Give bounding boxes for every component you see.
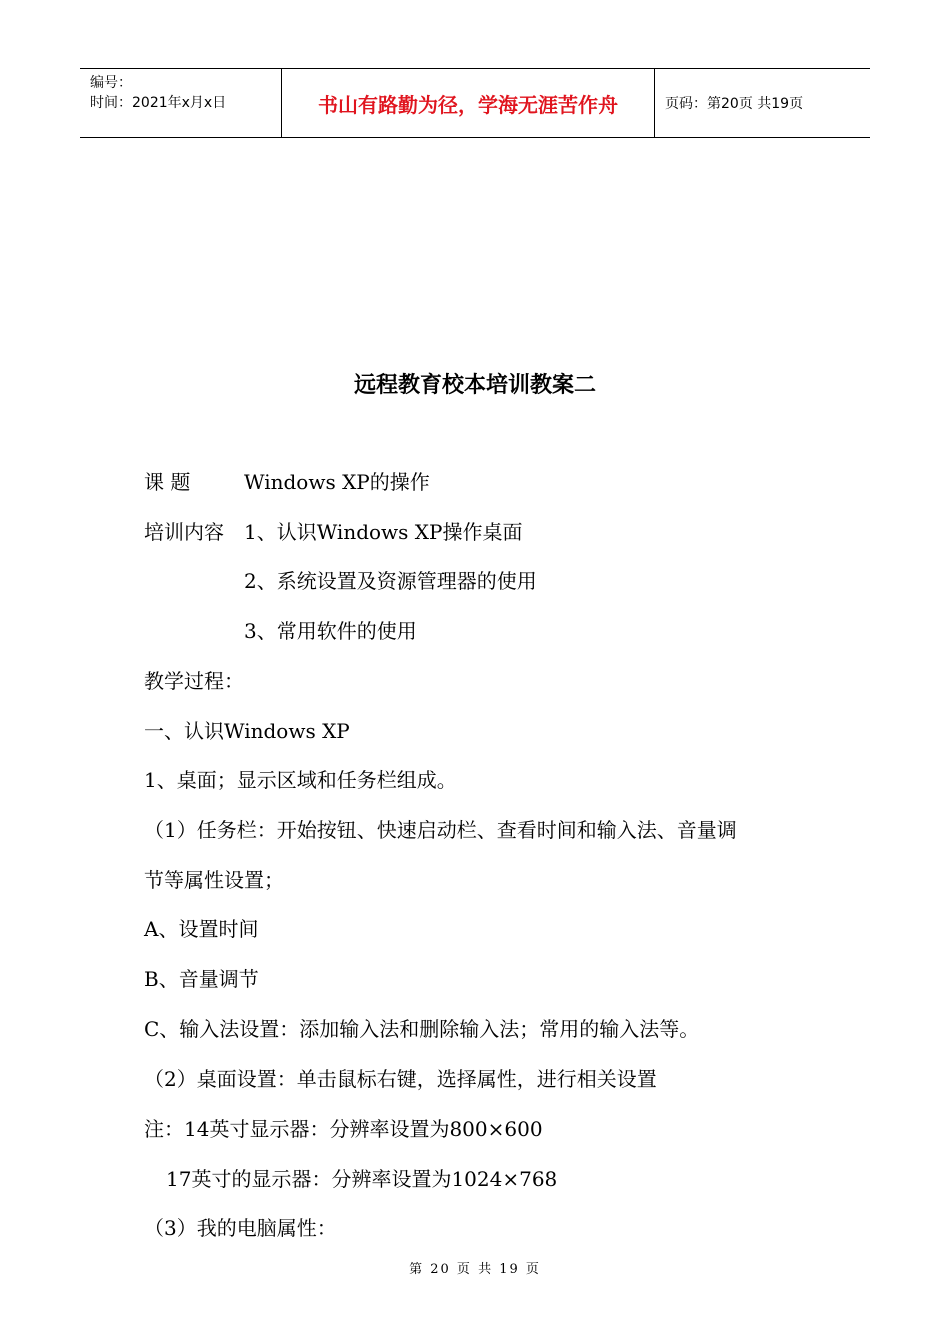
body-line: 注：14英寸显示器：分辨率设置为800×600 (144, 1117, 543, 1141)
header-motto: 书山有路勤为径，学海无涯苦作舟 (282, 69, 655, 137)
content-item: 1、认识Windows XP操作桌面 (244, 520, 523, 544)
number-label: 编号： (90, 75, 132, 91)
body-line: 节等属性设置； (144, 868, 284, 892)
topic-label: 课 题 (144, 470, 191, 494)
body-line: 17英寸的显示器：分辨率设置为1024×768 (166, 1167, 558, 1191)
body-line: C、输入法设置：添加输入法和删除输入法；常用的输入法等。 (144, 1017, 700, 1041)
topic-value: Windows XP的操作 (244, 470, 430, 494)
header-meta (80, 69, 282, 137)
page-header (80, 68, 870, 138)
body-line: （3）我的电脑属性： (144, 1216, 337, 1240)
page-footer: 第 20 页 共 19 页 (409, 1262, 541, 1277)
time-label: 时间：2021年x月x日 (90, 95, 227, 111)
body-line: 1、桌面；显示区域和任务栏组成。 (144, 768, 457, 792)
topic-line (144, 469, 430, 495)
content-line (144, 519, 523, 545)
body-line: （1）任务栏：开始按钮、快速启动栏、查看时间和输入法、音量调 (144, 818, 737, 842)
content-label: 培训内容 (144, 520, 224, 544)
body-line: 教学过程： (144, 669, 244, 693)
content-item: 2、系统设置及资源管理器的使用 (244, 569, 537, 593)
body-line: A、设置时间 (144, 917, 259, 941)
body-line: （2）桌面设置：单击鼠标右键，选择属性，进行相关设置 (144, 1067, 657, 1091)
body-line: B、音量调节 (144, 967, 259, 991)
content-item: 3、常用软件的使用 (244, 619, 417, 643)
header-page-info: 页码：第20页 共19页 (665, 96, 804, 112)
body-line: 一、认识Windows XP (144, 719, 350, 743)
document-title: 远程教育校本培训教案二 (353, 373, 596, 398)
